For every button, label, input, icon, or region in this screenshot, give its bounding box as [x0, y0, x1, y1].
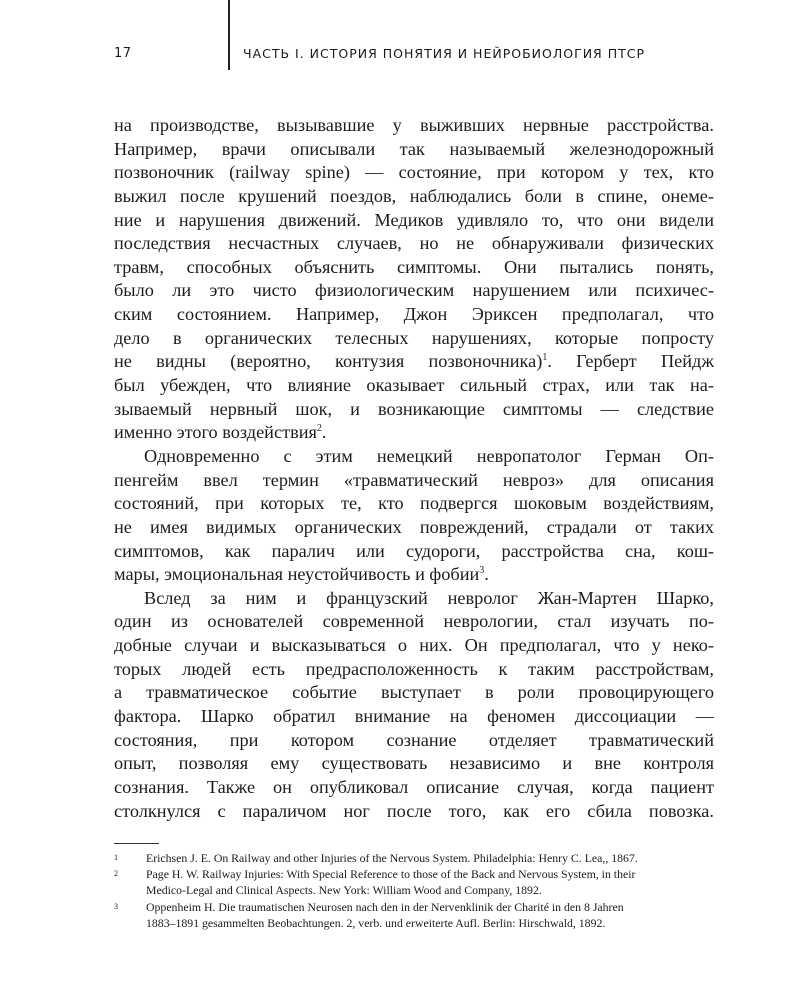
text-run: . Герберт Пейдж — [547, 351, 714, 372]
footnote-separator — [114, 843, 159, 844]
text-line: фактора. Шарко обратил внимание на феномен диссоциации — — [114, 706, 714, 727]
footnote-line: Medico-Legal and Clinical Aspects. New York: William Wood and Company, 1892. — [146, 883, 542, 898]
footnotes — [114, 850, 714, 931]
footnote-ref-2[interactable]: 2 — [316, 423, 322, 435]
text-line: позвоночник (railway spine) — состояние, при котором у тех, кто — [114, 162, 714, 183]
text-line: а травматическое событие выступает в роли провоцирующего — [114, 682, 714, 703]
text-line: на производстве, вызывавшие у выживших нервные расстройства. — [114, 115, 714, 135]
text-run: . — [484, 564, 489, 585]
footnote-1 — [114, 850, 714, 866]
text-line: выжил после крушений поездов, наблюдались боли в спине, онеме- — [114, 185, 714, 206]
text-line: пенгейм ввел термин «травматический невроз» для описания — [114, 469, 714, 490]
running-head: ЧАСТЬ I. ИСТОРИЯ ПОНЯТИЯ И НЕЙРОБИОЛОГИЯ ПТСР — [243, 46, 646, 61]
text-line: Вслед за ним и французский невролог Жан-Мартен Шарко, — [144, 587, 714, 608]
footnote-number: 1 — [114, 853, 118, 862]
text-line: дело в органических телесных нарушениях, которые попросту — [114, 327, 714, 348]
paragraph-1 — [114, 114, 714, 445]
footnote-3 — [114, 899, 714, 931]
text-line: был убежден, что влияние оказывает сильный страх, или так на- — [114, 375, 714, 396]
text-line: состояния, при котором сознание отделяет травматический — [114, 729, 714, 750]
footnote-ref-3[interactable]: 3 — [479, 565, 485, 577]
footnote-number: 2 — [114, 869, 118, 879]
text-line: последствия несчастных случаев, но не обнаруживали физических — [114, 233, 714, 254]
text-line: состояний, при которых те, кто подвергся шоковым воздействиям, — [114, 493, 714, 514]
text-line — [114, 421, 714, 445]
text-line: не имея видимых органических повреждений, страдали от таких — [114, 516, 714, 537]
text-line: травм, способных объяснить симптомы. Они пытались понять, — [114, 256, 714, 277]
text-line: зываемый нервный шок, и возникающие симптомы — следствие — [114, 398, 714, 419]
text-line: симптомов, как паралич или судороги, расстройства сна, кош- — [114, 540, 714, 561]
footnote-line: Erichsen J. E. On Railway and other Injuries of the Nervous System. Philadelphia: Henry C. Lea,, 1867. — [146, 851, 638, 865]
text-run: именно этого воздействия — [114, 422, 317, 443]
paragraph-3 — [114, 587, 714, 823]
text-run: . — [321, 422, 327, 443]
body-text — [114, 114, 714, 823]
text-line — [114, 563, 714, 587]
footnote-line: 1883–1891 gesammelten Beobachtungen. 2, verb. und erweiterte Aufl. Berlin: Hirschwald, 1892. — [146, 915, 606, 930]
text-line: Одновременно с этим немецкий невропатолог Герман Оп- — [144, 445, 714, 466]
text-line: Например, врачи описывали так называемый железнодорожный — [114, 138, 714, 159]
text-line: ским состоянием. Например, Джон Эриксен предполагал, что — [114, 304, 714, 325]
text-line: торых людей есть предрасположенность к таким расстройствам, — [114, 658, 714, 679]
text-line — [114, 350, 714, 374]
text-line: столкнулся с параличом ног после того, как его сбила повозка. — [114, 800, 714, 821]
text-line: опыт, позволяя ему существовать независимо и вне контроля — [114, 753, 714, 774]
text-line: ние и нарушения движений. Медиков удивляло то, что они видели — [114, 209, 714, 230]
footnote-line: Oppenheim H. Die traumatischen Neurosen nach den in der Nervenklinik der Charité in den 8 Jahren — [146, 899, 624, 914]
text-line: сознания. Также он опубликовал описание случая, когда пациент — [114, 776, 714, 797]
text-line: добные случаи и высказываться о них. Он предполагал, что у неко- — [114, 635, 714, 656]
page-number: 17 — [114, 46, 132, 61]
paragraph-2 — [114, 445, 714, 587]
footnote-number: 3 — [114, 901, 118, 911]
text-line: один из основателей современной неврологии, стал изучать по- — [114, 611, 714, 632]
header-divider — [228, 0, 230, 70]
footnote-2 — [114, 866, 714, 898]
footnote-line: Page H. W. Railway Injuries: With Special Reference to those of the Back and Nervous System, in their — [146, 867, 636, 882]
text-run: не видны (вероятно, контузия позвоночника) — [114, 351, 543, 372]
text-line: было ли это чисто физиологическим нарушением или психичес- — [114, 280, 714, 301]
text-run: мары, эмоциональная неустойчивость и фобии — [114, 564, 480, 585]
footnote-ref-1[interactable]: 1 — [542, 352, 548, 364]
